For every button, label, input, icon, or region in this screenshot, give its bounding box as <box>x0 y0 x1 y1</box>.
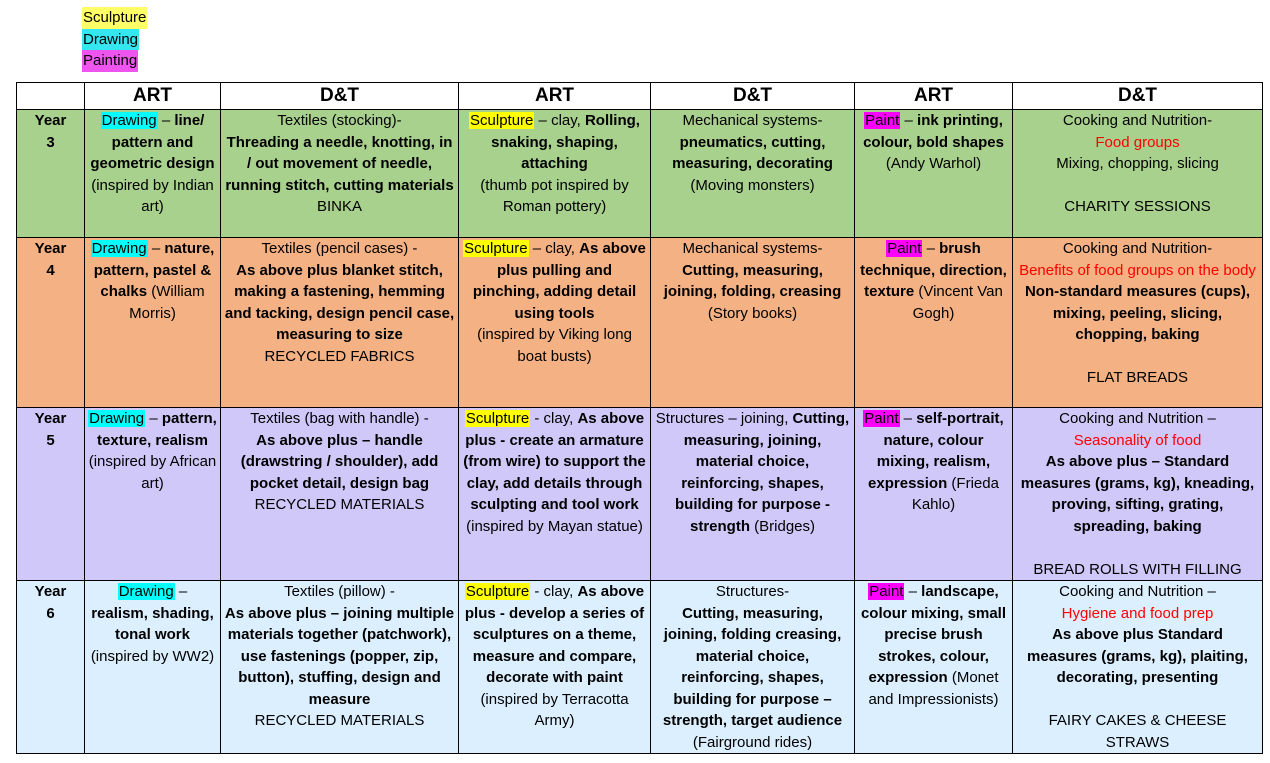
art-drawing-cell: Drawing – nature, pattern, pastel & chalks (William Morris) <box>85 238 221 408</box>
legend-painting: Painting <box>82 50 138 72</box>
dt-cooking-cell: Cooking and Nutrition – Hygiene and food prep As above plus Standard measures (grams, kg), plaiting, decorating, presenting FAIRY CAKES & CHEESE STRAWS <box>1013 581 1263 754</box>
header-dt: D&T <box>221 83 459 110</box>
table-row <box>17 238 1263 408</box>
header-art: ART <box>85 83 221 110</box>
art-sculpture-cell: Sculpture – clay, As above plus pulling and pinching, adding detail using tools (inspired by Viking long boat busts) <box>459 238 651 408</box>
art-paint-cell: Paint – self-portrait, nature, colour mixing, realism, expression (Frieda Kahlo) <box>855 408 1013 581</box>
dt-textiles-cell: Textiles (pencil cases) - As above plus blanket stitch, making a fastening, hemming and tacking, design pencil case, measuring to size RECYCLED FABRICS <box>221 238 459 408</box>
table-row <box>17 408 1263 581</box>
art-sculpture-cell: Sculpture - clay, As above plus - develop a series of sculptures on a theme, measure and compare, decorate with paint (inspired by Terracotta Army) <box>459 581 651 754</box>
dt-cooking-cell: Cooking and Nutrition- Benefits of food groups on the body Non-standard measures (cups), mixing, peeling, slicing, chopping, baking FLAT BREADS <box>1013 238 1263 408</box>
art-sculpture-cell: Sculpture - clay, As above plus - create an armature (from wire) to support the clay, add details through sculpting and tool work (inspired by Mayan statue) <box>459 408 651 581</box>
art-sculpture-cell: Sculpture – clay, Rolling, snaking, shaping, attaching (thumb pot inspired by Roman pottery) <box>459 110 651 238</box>
dt-structures-cell: Structures- Cutting, measuring, joining, folding creasing, material choice, reinforcing, shapes, building for purpose – strength, target audience (Fairground rides) <box>651 581 855 754</box>
year-cell: Year 4 <box>17 238 85 408</box>
art-drawing-cell: Drawing – realism, shading, tonal work (inspired by WW2) <box>85 581 221 754</box>
dt-cooking-cell: Cooking and Nutrition – Seasonality of food As above plus – Standard measures (grams, kg), kneading, proving, sifting, grating, spreading, baking BREAD ROLLS WITH FILLING <box>1013 408 1263 581</box>
dt-mechanical-cell: Mechanical systems- pneumatics, cutting, measuring, decorating (Moving monsters) <box>651 110 855 238</box>
art-paint-cell: Paint – landscape, colour mixing, small precise brush strokes, colour, expression (Monet and Impressionists) <box>855 581 1013 754</box>
dt-mechanical-cell: Mechanical systems- Cutting, measuring, joining, folding, creasing (Story books) <box>651 238 855 408</box>
curriculum-table <box>16 82 1263 754</box>
dt-cooking-cell: Cooking and Nutrition- Food groups Mixing, chopping, slicing CHARITY SESSIONS <box>1013 110 1263 238</box>
year-cell: Year 3 <box>17 110 85 238</box>
dt-textiles-cell: Textiles (pillow) - As above plus – joining multiple materials together (patchwork), use fastenings (popper, zip, button), stuffing, design and measure RECYCLED MATERIALS <box>221 581 459 754</box>
year-cell: Year 6 <box>17 581 85 754</box>
header-corner <box>17 83 85 110</box>
header-row <box>17 83 1263 110</box>
dt-textiles-cell: Textiles (bag with handle) - As above plus – handle (drawstring / shoulder), add pocket detail, design bag RECYCLED MATERIALS <box>221 408 459 581</box>
color-legend <box>82 7 147 72</box>
header-dt: D&T <box>1013 83 1263 110</box>
table-row <box>17 581 1263 754</box>
art-paint-cell: Paint – brush technique, direction, texture (Vincent Van Gogh) <box>855 238 1013 408</box>
dt-textiles-cell: Textiles (stocking)- Threading a needle, knotting, in / out movement of needle, running stitch, cutting materials BINKA <box>221 110 459 238</box>
legend-drawing: Drawing <box>82 29 139 51</box>
legend-sculpture: Sculpture <box>82 7 147 29</box>
art-paint-cell: Paint – ink printing, colour, bold shapes (Andy Warhol) <box>855 110 1013 238</box>
art-drawing-cell: Drawing – line/ pattern and geometric design (inspired by Indian art) <box>85 110 221 238</box>
table-row <box>17 110 1263 238</box>
header-dt: D&T <box>651 83 855 110</box>
art-drawing-cell: Drawing – pattern, texture, realism (inspired by African art) <box>85 408 221 581</box>
header-art: ART <box>459 83 651 110</box>
year-cell: Year 5 <box>17 408 85 581</box>
header-art: ART <box>855 83 1013 110</box>
dt-structures-cell: Structures – joining, Cutting, measuring, joining, material choice, reinforcing, shapes, building for purpose - strength (Bridges) <box>651 408 855 581</box>
